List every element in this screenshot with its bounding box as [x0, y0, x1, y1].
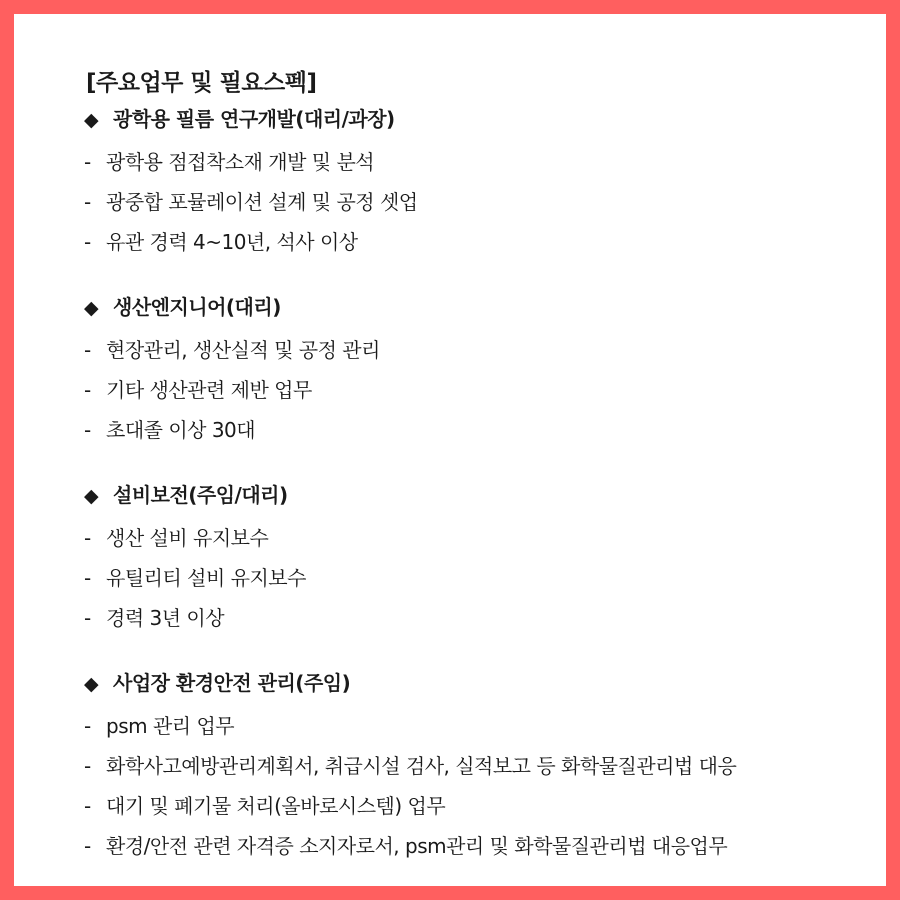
list-item [84, 370, 380, 410]
dash-bullet: - [84, 526, 91, 550]
dash-bullet: - [84, 378, 91, 402]
heading-text: 광학용 필름 연구개발(대리/과장) [113, 107, 395, 131]
dash-bullet: - [84, 794, 91, 818]
heading-highlight [110, 290, 284, 324]
item-text: 환경/안전 관련 자격증 소지자로서, psm관리 및 화학물질관리법 대응업무 [106, 834, 728, 858]
section-heading [84, 478, 306, 518]
section-environment-safety [84, 666, 736, 866]
section-heading [84, 666, 736, 706]
list-item [84, 142, 418, 182]
list-item [84, 410, 380, 450]
section-production-engineer [84, 290, 380, 450]
diamond-bullet-icon: ◆ [84, 485, 99, 507]
item-text: 경력 3년 이상 [106, 606, 225, 630]
item-text: 화학사고예방관리계획서, 취급시설 검사, 실적보고 등 화학물질관리법 대응 [106, 754, 737, 778]
list-item [84, 558, 306, 598]
dash-bullet: - [84, 566, 91, 590]
item-text: 유틸리티 설비 유지보수 [106, 566, 306, 590]
list-item [84, 706, 736, 746]
heading-text: 사업장 환경안전 관리(주임) [113, 671, 351, 695]
dash-bullet: - [84, 190, 91, 214]
item-text: 대기 및 폐기물 처리(올바로시스템) 업무 [106, 794, 446, 818]
dash-bullet: - [84, 606, 91, 630]
section-heading [84, 102, 418, 142]
content-card [14, 14, 886, 886]
dash-bullet: - [84, 338, 91, 362]
item-text: 광중합 포뮬레이션 설계 및 공정 셋업 [106, 190, 418, 214]
dash-bullet: - [84, 150, 91, 174]
dash-bullet: - [84, 754, 91, 778]
list-item [84, 826, 736, 866]
item-text: 광학용 점접착소재 개발 및 분석 [106, 150, 375, 174]
list-item [84, 786, 736, 826]
dash-bullet: - [84, 714, 91, 738]
item-text: 기타 생산관련 제반 업무 [106, 378, 312, 402]
item-text: 유관 경력 4~10년, 석사 이상 [106, 230, 358, 254]
dash-bullet: - [84, 418, 91, 442]
diamond-bullet-icon: ◆ [84, 673, 99, 695]
heading-text: 설비보전(주임/대리) [113, 483, 288, 507]
list-item [84, 746, 736, 786]
diamond-bullet-icon: ◆ [84, 297, 99, 319]
diamond-bullet-icon: ◆ [84, 109, 99, 131]
section-optical-film-rnd [84, 102, 418, 262]
heading-highlight [110, 102, 398, 136]
item-text: 생산 설비 유지보수 [106, 526, 269, 550]
section-facility-maintenance [84, 478, 306, 638]
list-item [84, 598, 306, 638]
dash-bullet: - [84, 230, 91, 254]
item-text: psm 관리 업무 [106, 714, 235, 738]
section-heading [84, 290, 380, 330]
heading-text: 생산엔지니어(대리) [113, 295, 281, 319]
list-item [84, 518, 306, 558]
dash-bullet: - [84, 834, 91, 858]
list-item [84, 222, 418, 262]
list-item [84, 182, 418, 222]
heading-highlight [110, 666, 353, 700]
page-title: [주요업무 및 필요스펙] [86, 70, 317, 96]
list-item [84, 330, 380, 370]
item-text: 현장관리, 생산실적 및 공정 관리 [106, 338, 380, 362]
item-text: 초대졸 이상 30대 [106, 418, 256, 442]
heading-highlight [110, 478, 291, 512]
